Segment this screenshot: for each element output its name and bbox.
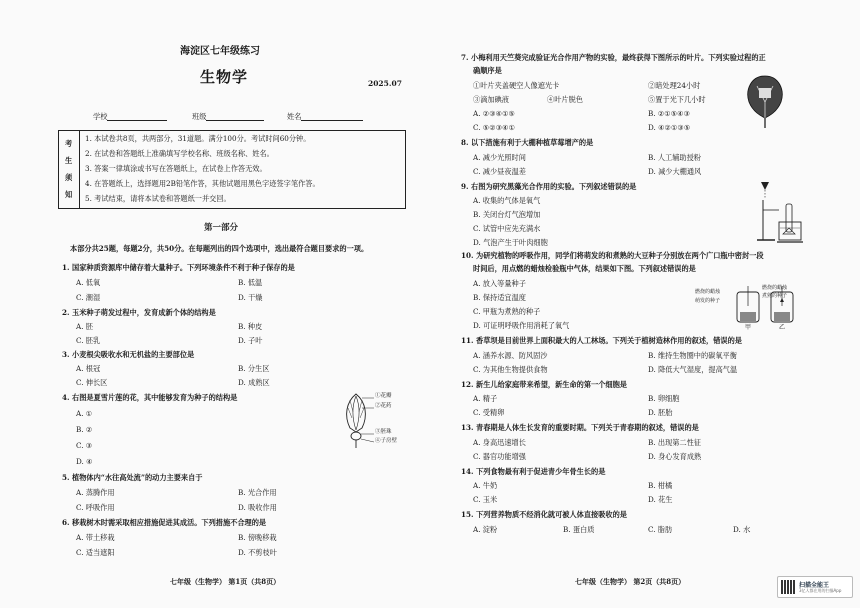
class-blank xyxy=(206,112,264,121)
subject-title: 生物学 xyxy=(200,68,249,86)
jar-label-seed-a: 萌发的种子 xyxy=(695,298,721,304)
q14-option-c: C. 玉米 xyxy=(473,495,498,504)
q3-option-a: A. 根冠 xyxy=(76,364,101,373)
q7-step-2: ②暗处理24小时 xyxy=(648,81,701,90)
q4-option-d: D. ④ xyxy=(76,457,93,466)
notice-item: 4. 在答题纸上，选择题用2B铅笔作答，其他试题用黑色字迹签字笔作答。 xyxy=(85,179,320,188)
q13-option-d: D. 身心发育成熟 xyxy=(648,452,702,461)
q8-option-d: D. 减少大棚通风 xyxy=(648,167,702,176)
flower-label-1: ①花瓣 xyxy=(375,393,392,399)
exam-page-1 xyxy=(52,0,424,608)
question-13: 13. 青春期是人体生长发育的重要时期。下列关于青春期的叙述，错误的是 xyxy=(461,423,699,432)
flower-diagram xyxy=(336,386,376,448)
q1-option-d: D. 干燥 xyxy=(238,293,263,302)
class-field xyxy=(192,112,264,121)
q4-option-b: B. ② xyxy=(76,425,93,434)
name-blank xyxy=(301,112,363,121)
class-label: 班级 xyxy=(192,112,207,121)
q1-option-b: B. 低温 xyxy=(238,278,263,287)
notice-item: 5. 考试结束，请将本试卷和答题纸一并交回。 xyxy=(85,194,231,203)
q15-option-c: C. 脂肪 xyxy=(648,525,673,534)
q8-option-c: C. 减少昼夜温差 xyxy=(473,167,526,176)
q6-option-a: A. 带土移栽 xyxy=(76,533,115,542)
exam-title: 海淀区七年级练习 xyxy=(180,46,260,57)
school-blank xyxy=(107,112,167,121)
q7-step-5: ⑤置于光下几小时 xyxy=(648,95,706,104)
page2-footer: 七年级（生物学） 第2页（共8页） xyxy=(575,577,686,586)
q8-option-b: B. 人工辅助授粉 xyxy=(648,153,701,162)
name-field xyxy=(287,112,363,121)
q7-step-1: ①叶片夹盖硬空人像遮光卡 xyxy=(473,81,560,90)
question-15: 15. 下列营养物质不经消化就可被人体直接吸收的是 xyxy=(461,510,627,519)
q11-option-a: A. 涵养水源、防风固沙 xyxy=(473,351,548,360)
notice-item: 1. 本试卷共8页，共两部分，31道题。满分100分。考试时间60分钟。 xyxy=(85,134,311,143)
jar-label-seed-b: 煮熟的种子 xyxy=(762,293,788,299)
q13-option-a: A. 身高迅速增长 xyxy=(473,438,526,447)
name-label: 姓名 xyxy=(287,112,302,121)
jar-label-yi: 乙 xyxy=(779,324,786,331)
question-2: 2. 玉米种子萌发过程中，发育成新个体的结构是 xyxy=(62,308,216,317)
school-label: 学校 xyxy=(93,112,108,121)
q8-option-a: A. 减少光照时间 xyxy=(473,153,526,162)
q5-option-b: B. 光合作用 xyxy=(238,488,277,497)
q11-option-c: C. 为其他生物提供食物 xyxy=(473,365,548,374)
question-14: 14. 下列食物最有利于促进青少年骨生长的是 xyxy=(461,467,606,476)
part-instruction: 本部分共25题，每题2分，共50分。在每题列出的四个选项中，选出最符合题目要求的一项。 xyxy=(70,244,369,253)
q7-step-3: ③滴加碘液 xyxy=(473,95,509,104)
q12-option-d: D. 胚胎 xyxy=(648,408,673,417)
school-field xyxy=(93,112,167,121)
q7-step-4: ④叶片脱色 xyxy=(547,95,583,104)
q11-option-d: D. 降低大气湿度，提高气温 xyxy=(648,365,738,374)
question-4: 4. 右图是夏雪片莲的花，其中能够发育为种子的结构是 xyxy=(62,393,238,402)
q1-option-a: A. 低氧 xyxy=(76,278,101,287)
q12-option-a: A. 精子 xyxy=(473,394,498,403)
question-7: 7. 小梅利用天竺葵完成验证光合作用产物的实验，最终获得下图所示的叶片。下列实验过程的正 xyxy=(461,53,766,62)
aquatic-plant-apparatus xyxy=(755,178,805,244)
q10-option-a: A. 放入等量种子 xyxy=(473,279,526,288)
question-5: 5. 植物体内“水往高处流”的动力主要来自于 xyxy=(62,473,203,482)
question-7-cont: 确顺序是 xyxy=(473,66,502,75)
q9-option-b: B. 关闭台灯气泡增加 xyxy=(473,210,541,219)
q12-option-b: B. 卵细胞 xyxy=(648,394,680,403)
watermark-brand: 扫描全能王 xyxy=(799,582,830,589)
q10-option-d: D. 可证明呼吸作用消耗了氧气 xyxy=(473,321,570,330)
q7-option-c: C. ⑤②③④① xyxy=(473,123,516,132)
q2-option-b: B. 种皮 xyxy=(238,322,263,331)
q14-option-a: A. 牛奶 xyxy=(473,481,498,490)
question-11: 11. 香草坝是目前世界上面积最大的人工林场。下列关于植树造林作用的叙述，错误的是 xyxy=(461,336,742,345)
question-1: 1. 国家种质资源库中储存着大量种子。下列环境条件不利于种子保存的是 xyxy=(62,263,295,272)
jar-label-candle-a: 燃烧的蜡烛 xyxy=(695,289,721,295)
q11-option-b: B. 维持生物圈中的碳氧平衡 xyxy=(648,351,737,360)
q7-option-a: A. ②③④①⑤ xyxy=(473,109,515,118)
question-10-cont: 时间后，用点燃的蜡烛检验瓶中气体，结果如下图。下列叙述错误的是 xyxy=(473,264,696,273)
q4-option-c: C. ③ xyxy=(76,441,93,450)
question-6: 6. 移栽树木时需采取相应措施促进其成活。下列措施不合理的是 xyxy=(62,518,267,527)
exam-date: 2025.07 xyxy=(368,79,402,88)
q14-option-b: B. 柑橘 xyxy=(648,481,673,490)
q5-option-d: D. 吸收作用 xyxy=(238,503,277,512)
q12-option-c: C. 受精卵 xyxy=(473,408,505,417)
q6-option-d: D. 不剪枝叶 xyxy=(238,548,277,557)
jar-label-candle-b: 燃烧的蜡烛 xyxy=(762,285,788,291)
q5-option-a: A. 蒸腾作用 xyxy=(76,488,115,497)
q15-option-d: D. 水 xyxy=(733,525,751,534)
q3-option-b: B. 分生区 xyxy=(238,364,270,373)
q4-option-a: A. ① xyxy=(76,409,93,418)
q15-option-a: A. 淀粉 xyxy=(473,525,498,534)
q9-option-c: C. 试管中应先充满水 xyxy=(473,224,541,233)
q7-option-d: D. ④②①③⑤ xyxy=(648,123,691,132)
q3-option-d: D. 成熟区 xyxy=(238,378,270,387)
notice-side-label: 考 生 须 知 xyxy=(59,131,80,208)
notice-item: 2. 在试卷和答题纸上准确填写学校名称、班级名称、姓名。 xyxy=(85,149,274,158)
exam-notice-box xyxy=(58,130,406,209)
q9-option-d: D. 气泡产生于叶肉细胞 xyxy=(473,238,548,247)
q2-option-c: C. 胚乳 xyxy=(76,336,101,345)
q10-option-b: B. 保持适宜温度 xyxy=(473,293,526,302)
exam-page-2 xyxy=(455,0,810,608)
q13-option-b: B. 出现第二性征 xyxy=(648,438,701,447)
q15-option-b: B. 蛋白质 xyxy=(563,525,595,534)
q6-option-c: C. 适当遮阳 xyxy=(76,548,115,557)
question-3: 3. 小麦根尖吸收水和无机盐的主要部位是 xyxy=(62,350,195,359)
q5-option-c: C. 呼吸作用 xyxy=(76,503,115,512)
notice-item: 3. 答案一律填涂或书写在答题纸上，在试卷上作答无效。 xyxy=(85,164,267,173)
q10-option-c: C. 甲瓶为煮熟的种子 xyxy=(473,307,541,316)
flower-label-3: ③胚珠 xyxy=(375,429,392,435)
question-10: 10. 为研究植物的呼吸作用，同学们将萌发的和煮熟的大豆种子分别放在两个广口瓶中密封一段 xyxy=(461,251,764,260)
q14-option-d: D. 花生 xyxy=(648,495,673,504)
q9-option-a: A. 收集的气体是氧气 xyxy=(473,196,541,205)
q2-option-d: D. 子叶 xyxy=(238,336,263,345)
scanner-watermark xyxy=(777,576,853,598)
q2-option-a: A. 胚 xyxy=(76,322,93,331)
watermark-subtitle: 3亿人都在用的扫描App xyxy=(799,588,842,593)
page1-footer: 七年级（生物学） 第1页（共8页） xyxy=(170,577,281,586)
q6-option-b: B. 傍晚移栽 xyxy=(238,533,277,542)
question-9: 9. 右图为研究黑藻光合作用的实验。下列叙述错误的是 xyxy=(461,182,637,191)
question-8: 8. 以下措施有利于大棚种植草莓增产的是 xyxy=(461,138,594,147)
part-title: 第一部分 xyxy=(204,223,239,233)
jar-label-jia: 甲 xyxy=(745,324,752,331)
q7-option-b: B. ②①⑤④③ xyxy=(648,109,691,118)
leaf-diagram xyxy=(743,72,787,128)
qr-code-icon xyxy=(781,580,795,594)
flower-label-4: ④子房壁 xyxy=(375,438,398,444)
q13-option-c: C. 器官功能增强 xyxy=(473,452,526,461)
question-12: 12. 新生儿给家庭带来希望，新生命的第一个细胞是 xyxy=(461,380,627,389)
flower-label-2: ②花药 xyxy=(375,403,392,409)
q1-option-c: C. 潮湿 xyxy=(76,293,101,302)
q3-option-c: C. 伸长区 xyxy=(76,378,108,387)
